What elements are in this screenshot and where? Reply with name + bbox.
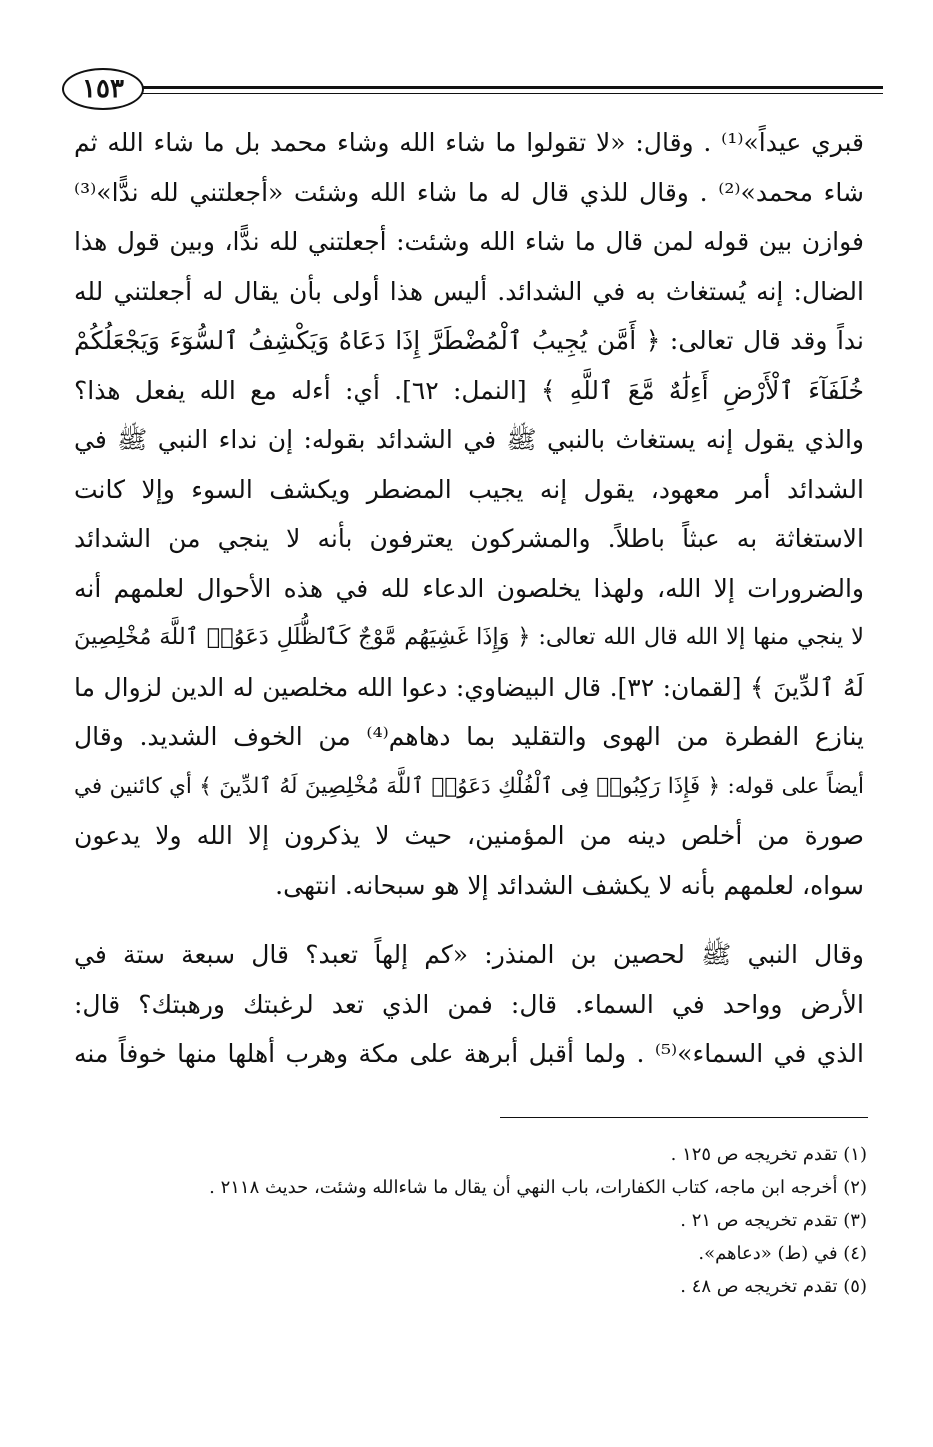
text-line: الذي في السماء»⁽⁵⁾ . ولما أقبل أبرهة على مكة وهرب أهلها منها خوفاً منه xyxy=(74,1039,864,1068)
footnotes xyxy=(74,1138,867,1303)
text-line: والذي يقول إنه يستغاث بالنبي ﷺ في الشدائد بقوله: إن نداء النبي ﷺ في xyxy=(74,425,864,454)
paragraph-2 xyxy=(74,930,864,1079)
text-line: والضرورات إلا الله، ولهذا يخلصون الدعاء لله في هذه الأحوال لعلمهم أنه xyxy=(74,573,864,603)
text-line: الأرض وواحد في السماء. قال: فمن الذي تعد لرغبتك ورهبتك؟ قال: xyxy=(74,989,864,1019)
text-line: الاستغاثة به عبثاً باطلاً. والمشركون يعترفون بأنه لا ينجي من الشدائد xyxy=(74,524,864,553)
page-number: ١٥٣ xyxy=(62,68,144,110)
header-rule xyxy=(138,86,883,89)
text-line: شاء محمد»⁽²⁾ . وقال للذي قال له ما شاء الله وشئت «أجعلتني لله ندًّا»⁽³⁾ xyxy=(74,177,864,207)
footnote: (٤) في (ط) «دعاهم». xyxy=(698,1243,867,1264)
text-line: الشدائد أمر معهود، يقول إنه يجيب المضطر ويكشف السوء وإلا كانت xyxy=(74,474,864,504)
header-rule-thin xyxy=(138,93,883,94)
text-line: صورة من أخلص دينه من المؤمنين، حيث لا يذكرون إلا الله ولا يدعون xyxy=(74,821,864,850)
text-line: لَهُ ٱلدِّينَ ﴾ [لقمان: ٣٢]. قال البيضاوي: دعوا الله مخلصين له الدين لزوال ما xyxy=(74,672,864,702)
text-line: لا ينجي منها إلا الله قال الله تعالى: ﴿ وَإِذَا غَشِيَهُم مَّوْجٌ كَٱلظُّلَلِ دَعَوُا۟ ٱللَّهَ مُخْلِصِينَ xyxy=(74,624,864,650)
body-text xyxy=(74,118,864,1079)
paragraph-1 xyxy=(74,118,864,910)
text-line: خُلَفَآءَ ٱلْأَرْضِ أَءِلَٰهٌ مَّعَ ٱللَّهِ ﴾ [النمل: ٦٢]. أي: أءله مع الله يفعل هذا؟ xyxy=(74,375,864,405)
text-line: أيضاً على قوله: ﴿ فَإِذَا رَكِبُوا۟ فِى ٱلْفُلْكِ دَعَوُا۟ ٱللَّهَ مُخْلِصِينَ لَهُ ٱلدِّينَ ﴾ أي كائنين في xyxy=(74,773,864,799)
footnote: (٢) أخرجه ابن ماجه، كتاب الكفارات، باب النهي أن يقال ما شاءالله وشئت، حديث ٢١١٨ . xyxy=(209,1177,867,1198)
text-line: وقال النبي ﷺ لحصين بن المنذر: «كم إلهاً تعبد؟ قال سبعة ستة في xyxy=(74,940,864,969)
footnote-separator xyxy=(500,1117,868,1118)
footnote: (٥) تقدم تخريجه ص ٤٨ . xyxy=(680,1276,867,1297)
footnote: (٣) تقدم تخريجه ص ٢١ . xyxy=(680,1210,867,1231)
text-line: سواه، لعلمهم بأنه لا يكشف الشدائد إلا هو سبحانه. انتهى. xyxy=(275,870,864,900)
footnote: (١) تقدم تخريجه ص ١٢٥ . xyxy=(670,1144,867,1165)
text-line: قبري عيداً»⁽¹⁾ . وقال: «لا تقولوا ما شاء الله وشاء محمد بل ما شاء الله ثم xyxy=(74,128,864,157)
text-line: الضال: إنه يُستغاث به في الشدائد. أليس هذا أولى بأن يقال له أجعلتني لله xyxy=(74,276,864,306)
text-line: فوازن بين قوله لمن قال ما شاء الله وشئت: أجعلتني لله ندًّا، وبين قول هذا xyxy=(74,227,864,256)
paragraph-gap xyxy=(74,910,864,930)
text-line: ينازع الفطرة من الهوى والتقليد بما دهاهم⁽⁴⁾ من الخوف الشديد. وقال xyxy=(74,722,864,751)
text-line: نداً وقد قال تعالى: ﴿ أَمَّن يُجِيبُ ٱلْمُضْطَرَّ إِذَا دَعَاهُ وَيَكْشِفُ ٱلسُّوٓءَ وَيَجْعَلُكُمْ xyxy=(74,326,864,355)
